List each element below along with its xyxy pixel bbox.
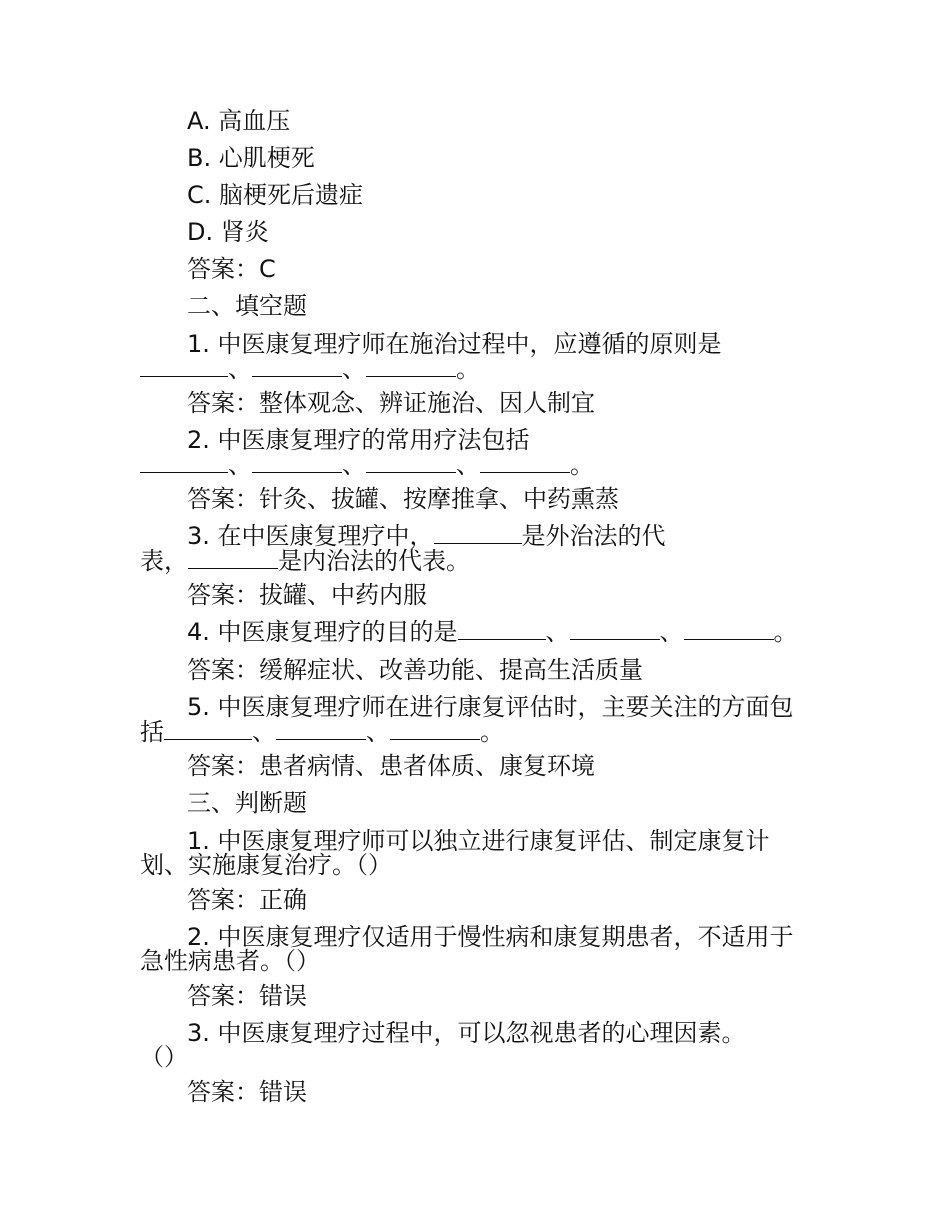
blank bbox=[140, 356, 228, 377]
text: 4. 中医康复理疗的目的是 bbox=[187, 618, 458, 646]
judge-q2-text-cont: 急性病患者。（） bbox=[140, 947, 320, 975]
mc-answer: 答案：C bbox=[187, 255, 276, 283]
blank bbox=[480, 452, 570, 473]
period: 。 bbox=[773, 618, 798, 646]
judge-q1-text: 1. 中医康复理疗师可以独立进行康复评估、制定康复计 bbox=[187, 827, 770, 855]
text: 括 bbox=[140, 718, 164, 746]
blank bbox=[188, 548, 278, 569]
judge-q3-text-cont: （） bbox=[140, 1043, 188, 1071]
blank bbox=[252, 452, 342, 473]
judge-q1-answer: 答案：正确 bbox=[187, 886, 307, 914]
blank bbox=[570, 619, 660, 640]
section-title-fill: 二、填空题 bbox=[187, 292, 307, 320]
fill-q5-answer: 答案：患者病情、患者体质、康复环境 bbox=[187, 752, 595, 780]
blank bbox=[366, 356, 456, 377]
text: 是内治法的代表。 bbox=[278, 547, 470, 575]
blank bbox=[390, 719, 480, 740]
blank bbox=[276, 719, 366, 740]
judge-q3-text: 3. 中医康复理疗过程中，可以忽视患者的心理因素。 bbox=[187, 1019, 746, 1047]
blank bbox=[140, 452, 228, 473]
fill-q3-text-cont bbox=[140, 547, 470, 575]
text: 表， bbox=[140, 547, 188, 575]
blank bbox=[366, 452, 456, 473]
blank bbox=[684, 619, 774, 640]
judge-q2-text: 2. 中医康复理疗仅适用于慢性病和康复期患者，不适用于 bbox=[187, 923, 794, 951]
text: 是外治法的代 bbox=[521, 522, 666, 550]
blank bbox=[164, 719, 252, 740]
separator: 、 bbox=[342, 451, 366, 479]
option-d: D. 肾炎 bbox=[187, 218, 269, 246]
fill-q5-text: 5. 中医康复理疗师在进行康复评估时，主要关注的方面包 bbox=[187, 693, 794, 721]
period: 。 bbox=[570, 451, 594, 479]
fill-q2-text: 2. 中医康复理疗的常用疗法包括 bbox=[187, 426, 530, 454]
fill-q1-blanks bbox=[140, 355, 480, 383]
judge-q1-text-cont: 划、实施康复治疗。（） bbox=[140, 851, 392, 879]
blank bbox=[252, 356, 342, 377]
option-c: C. 脑梗死后遗症 bbox=[187, 181, 364, 209]
blank bbox=[434, 523, 522, 544]
judge-q2-answer: 答案：错误 bbox=[187, 982, 307, 1010]
separator: 、 bbox=[366, 718, 390, 746]
separator: 、 bbox=[228, 451, 252, 479]
fill-q5-blanks bbox=[140, 718, 504, 746]
separator: 、 bbox=[545, 618, 570, 646]
period: 。 bbox=[456, 355, 480, 383]
fill-q4-answer: 答案：缓解症状、改善功能、提高生活质量 bbox=[187, 656, 643, 684]
separator: 、 bbox=[228, 355, 252, 383]
text: 3. 在中医康复理疗中， bbox=[187, 522, 434, 550]
separator: 、 bbox=[659, 618, 684, 646]
option-a: A. 高血压 bbox=[187, 107, 291, 135]
fill-q1-answer: 答案：整体观念、辨证施治、因人制宜 bbox=[187, 389, 595, 417]
blank bbox=[458, 619, 546, 640]
fill-q3-text bbox=[187, 522, 666, 550]
judge-q3-answer: 答案：错误 bbox=[187, 1078, 307, 1106]
fill-q2-answer: 答案：针灸、拔罐、按摩推拿、中药熏蒸 bbox=[187, 485, 619, 513]
fill-q4-text bbox=[187, 618, 798, 646]
fill-q3-answer: 答案：拔罐、中药内服 bbox=[187, 581, 427, 609]
section-title-judge: 三、判断题 bbox=[187, 789, 307, 817]
fill-q2-blanks bbox=[140, 451, 594, 479]
separator: 、 bbox=[456, 451, 480, 479]
separator: 、 bbox=[252, 718, 276, 746]
fill-q1-text: 1. 中医康复理疗师在施治过程中，应遵循的原则是 bbox=[187, 330, 722, 358]
separator: 、 bbox=[342, 355, 366, 383]
option-b: B. 心肌梗死 bbox=[187, 144, 315, 172]
period: 。 bbox=[480, 718, 504, 746]
